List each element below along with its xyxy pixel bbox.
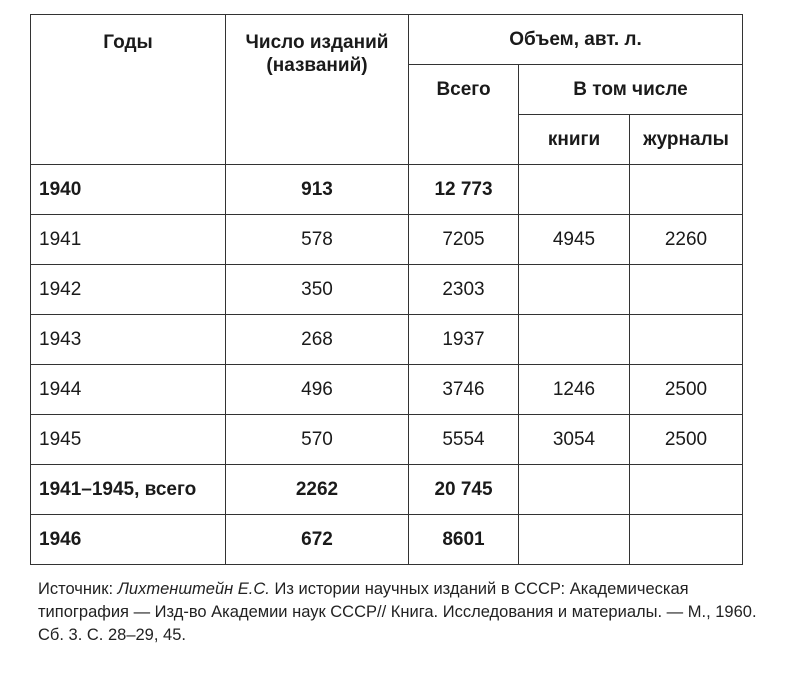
cell-count: 496 xyxy=(226,365,409,415)
cell-year: 1944 xyxy=(31,365,226,415)
cell-total: 1937 xyxy=(409,315,519,365)
table-row xyxy=(31,515,743,565)
cell-total: 12 773 xyxy=(409,165,519,215)
cell-year: 1946 xyxy=(31,515,226,565)
cell-year: 1941 xyxy=(31,215,226,265)
cell-books xyxy=(519,265,630,315)
cell-count: 268 xyxy=(226,315,409,365)
cell-year: 1945 xyxy=(31,415,226,465)
cell-books xyxy=(519,515,630,565)
table-row xyxy=(31,265,743,315)
cell-journals xyxy=(630,465,743,515)
cell-books xyxy=(519,315,630,365)
cell-count: 350 xyxy=(226,265,409,315)
table-row xyxy=(31,165,743,215)
header-books: книги xyxy=(519,115,630,165)
table-row xyxy=(31,415,743,465)
cell-journals: 2500 xyxy=(630,415,743,465)
cell-total: 2303 xyxy=(409,265,519,315)
cell-journals xyxy=(630,165,743,215)
cell-books: 3054 xyxy=(519,415,630,465)
source-prefix: Источник: xyxy=(38,580,118,598)
header-years: Годы xyxy=(31,15,226,165)
header-count-line2: (названий) xyxy=(266,55,368,76)
table-body xyxy=(31,165,743,565)
header-total: Всего xyxy=(409,65,519,165)
source-author: Лихтенштейн Е.С. xyxy=(117,580,270,598)
cell-year: 1941–1945, всего xyxy=(31,465,226,515)
cell-total: 8601 xyxy=(409,515,519,565)
cell-year: 1942 xyxy=(31,265,226,315)
publications-table-container xyxy=(30,14,742,565)
cell-count: 913 xyxy=(226,165,409,215)
table-row xyxy=(31,215,743,265)
cell-total: 7205 xyxy=(409,215,519,265)
cell-total: 3746 xyxy=(409,365,519,415)
cell-count: 672 xyxy=(226,515,409,565)
cell-journals: 2260 xyxy=(630,215,743,265)
cell-books xyxy=(519,465,630,515)
cell-count: 2262 xyxy=(226,465,409,515)
table-row xyxy=(31,365,743,415)
header-journals: журналы xyxy=(630,115,743,165)
cell-year: 1943 xyxy=(31,315,226,365)
cell-journals: 2500 xyxy=(630,365,743,415)
cell-journals xyxy=(630,515,743,565)
cell-total: 20 745 xyxy=(409,465,519,515)
source-text: Из истории научных изданий в СССР: Академическая типография — Изд-во Академии наук СССР// Книга. Исследования и материалы. — М., 1960. Сб. 3. С. 28–29, 45. xyxy=(38,580,757,644)
table-row xyxy=(31,315,743,365)
cell-count: 578 xyxy=(226,215,409,265)
cell-journals xyxy=(630,265,743,315)
cell-count: 570 xyxy=(226,415,409,465)
cell-journals xyxy=(630,315,743,365)
cell-books: 1246 xyxy=(519,365,630,415)
cell-books: 4945 xyxy=(519,215,630,265)
source-note xyxy=(38,578,758,647)
cell-year: 1940 xyxy=(31,165,226,215)
publications-table xyxy=(30,14,743,565)
header-count-line1: Число изданий xyxy=(245,32,389,53)
cell-books xyxy=(519,165,630,215)
header-volume: Объем, авт. л. xyxy=(409,15,743,65)
header-publication-count xyxy=(226,15,409,165)
header-including: В том числе xyxy=(519,65,743,115)
table-row xyxy=(31,465,743,515)
cell-total: 5554 xyxy=(409,415,519,465)
